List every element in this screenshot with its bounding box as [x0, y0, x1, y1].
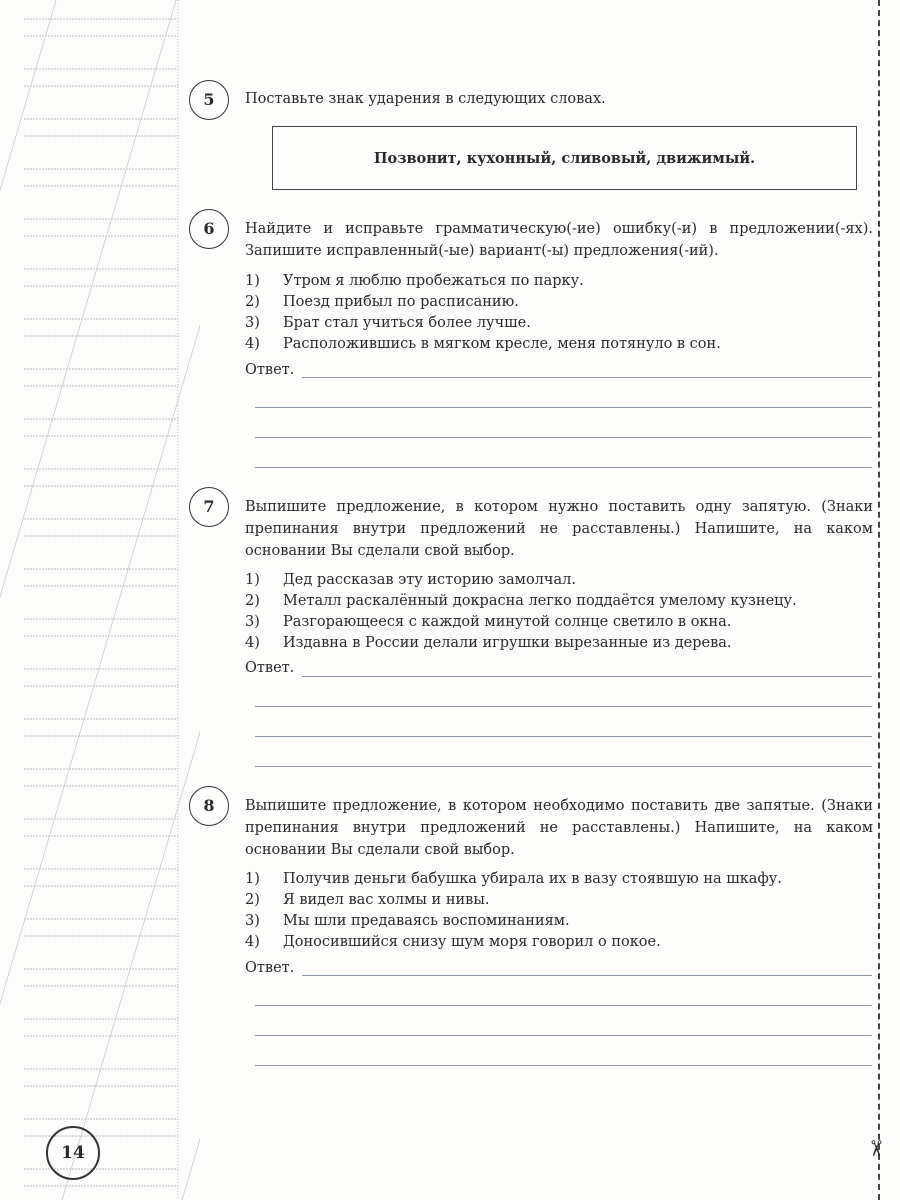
task6-prompt: Найдите и исправьте грамматическую(-ие) ошибку(-и) в предложении(-ях). Запишите исправленный(-ые) вариант(-ы) предложения(-ий).: [245, 221, 873, 259]
answer-line[interactable]: [255, 1065, 872, 1066]
answer-line[interactable]: [255, 467, 872, 468]
answer-line[interactable]: [255, 736, 872, 737]
task8-answer-label: Ответ.: [245, 960, 295, 976]
task6-answer-label: Ответ.: [245, 362, 295, 378]
task-number-8: 8: [189, 786, 229, 826]
option: 3) Брат стал учиться более лучше.: [245, 315, 531, 331]
option: 4) Издавна в России делали игрушки вырезанные из дерева.: [245, 635, 732, 651]
answer-line[interactable]: [255, 766, 872, 767]
task5-word-box: [272, 126, 857, 190]
option: 1) Дед рассказав эту историю замолчал.: [245, 572, 576, 588]
option: 4) Доносившийся снизу шум моря говорил о покое.: [245, 934, 661, 950]
answer-line[interactable]: [255, 706, 872, 707]
answer-line[interactable]: [255, 1035, 872, 1036]
option: 4) Расположившись в мягком кресле, меня потянуло в сон.: [245, 336, 721, 352]
task8-prompt: Выпишите предложение, в котором необходимо поставить две запятые. (Знаки препинания внутри предложений не расставлены.) Напишите, на каком основании Вы сделали свой выбор.: [245, 798, 873, 858]
task7-answer-label: Ответ.: [245, 660, 295, 676]
task6-options: [245, 271, 721, 355]
task7-prompt: Выпишите предложение, в котором нужно поставить одну запятую. (Знаки препинания внутри предложений не расставлены.) Напишите, на каком основании Вы сделали свой выбор.: [245, 499, 873, 559]
page-number: 14: [46, 1126, 100, 1180]
answer-line[interactable]: [302, 377, 872, 378]
answer-line[interactable]: [255, 1005, 872, 1006]
scissors-icon: ✂: [862, 1139, 888, 1158]
option: 1) Получив деньги бабушка убирала их в вазу стоявшую на шкафу.: [245, 871, 782, 887]
answer-line[interactable]: [255, 437, 872, 438]
option: 1) Утром я люблю пробежаться по парку.: [245, 273, 584, 289]
task7-options: [245, 570, 797, 654]
task-number-6: 6: [189, 209, 229, 249]
option: 2) Поезд прибыл по расписанию.: [245, 294, 519, 310]
task5-words: Позвонит, кухонный, сливовый, движимый.: [373, 149, 756, 167]
answer-line[interactable]: [255, 407, 872, 408]
task-number-7: 7: [189, 487, 229, 527]
cut-line: [878, 0, 880, 1200]
task-number-5: 5: [189, 80, 229, 120]
handwriting-margin-lines: [0, 0, 200, 1200]
option: 2) Металл раскалённый докрасна легко поддаётся умелому кузнецу.: [245, 593, 797, 609]
task5-prompt: Поставьте знак ударения в следующих словах.: [245, 91, 606, 107]
option: 3) Мы шли предаваясь воспоминаниям.: [245, 913, 570, 929]
option: 2) Я видел вас холмы и нивы.: [245, 892, 490, 908]
task8-options: [245, 869, 782, 953]
answer-line[interactable]: [302, 676, 872, 677]
answer-line[interactable]: [302, 975, 872, 976]
option: 3) Разгорающееся с каждой минутой солнце светило в окна.: [245, 614, 732, 630]
